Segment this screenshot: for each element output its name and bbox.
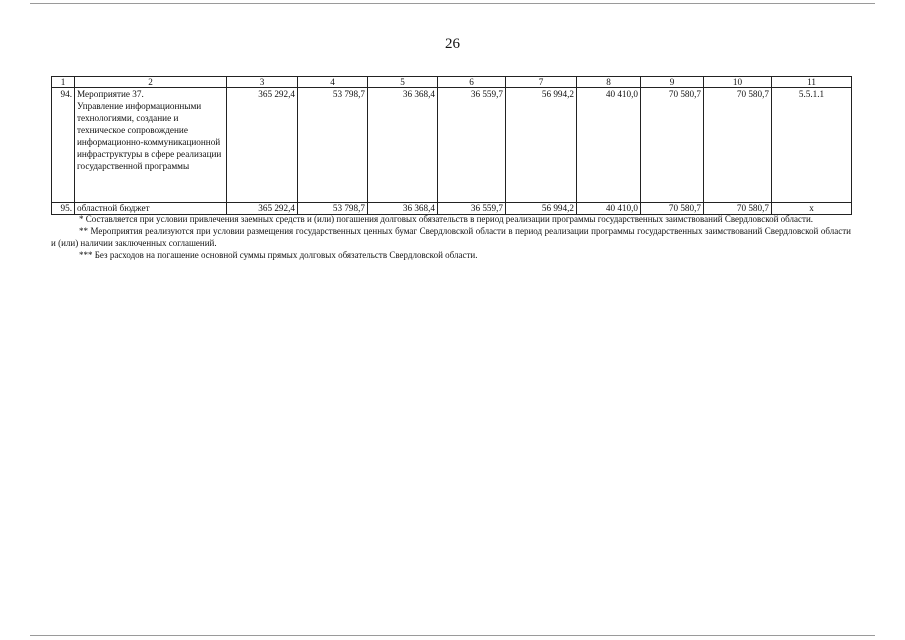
value-cell: 56 994,2: [506, 203, 577, 215]
row-number: 94.: [52, 88, 75, 203]
table-row: [52, 88, 852, 203]
column-header: 10: [704, 77, 772, 88]
footnote: ** Мероприятия реализуются при условии размещения государственных ценных бумаг Свердловской области в период реализации программы государственных заимствований Свердловской области и (или) наличии заключенных соглашений.: [51, 226, 851, 248]
value-cell: 365 292,4: [227, 203, 298, 215]
value-cell: 70 580,7: [641, 88, 704, 203]
measure-name: областной бюджет: [75, 203, 227, 215]
column-header: 3: [227, 77, 298, 88]
value-cell: 70 580,7: [641, 203, 704, 215]
budget-table: [51, 76, 852, 215]
value-cell: 36 368,4: [368, 203, 438, 215]
column-header: 5: [368, 77, 438, 88]
column-header: 2: [75, 77, 227, 88]
value-cell: 36 368,4: [368, 88, 438, 203]
value-cell: 70 580,7: [704, 88, 772, 203]
column-header: 8: [577, 77, 641, 88]
footnote: *** Без расходов на погашение основной суммы прямых долговых обязательств Свердловской области.: [79, 250, 478, 260]
target-ref: х: [772, 203, 852, 215]
footnote: * Составляется при условии привлечения заемных средств и (или) погашения долговых обязательств в период реализации программы государственных заимствований Свердловской области.: [79, 214, 814, 224]
value-cell: 36 559,7: [438, 88, 506, 203]
scan-top-edge: [30, 3, 875, 4]
scan-bottom-edge: [30, 635, 875, 636]
page-number: 26: [445, 36, 460, 52]
value-cell: 40 410,0: [577, 203, 641, 215]
column-header: 6: [438, 77, 506, 88]
table-header-row: [52, 77, 852, 88]
footnotes: [51, 213, 851, 261]
row-number: 95.: [52, 203, 75, 215]
target-ref: 5.5.1.1: [772, 88, 852, 203]
value-cell: 40 410,0: [577, 88, 641, 203]
column-header: 11: [772, 77, 852, 88]
value-cell: 36 559,7: [438, 203, 506, 215]
value-cell: 70 580,7: [704, 203, 772, 215]
value-cell: 53 798,7: [298, 88, 368, 203]
column-header: 1: [52, 77, 75, 88]
value-cell: 56 994,2: [506, 88, 577, 203]
column-header: 7: [506, 77, 577, 88]
column-header: 4: [298, 77, 368, 88]
value-cell: 365 292,4: [227, 88, 298, 203]
column-header: 9: [641, 77, 704, 88]
value-cell: 53 798,7: [298, 203, 368, 215]
measure-name: Мероприятие 37. Управление информационными технологиями, создание и техническое сопровождение информационно-коммуникационной инфраструктуры в сфере реализации государственной программы: [75, 88, 227, 203]
